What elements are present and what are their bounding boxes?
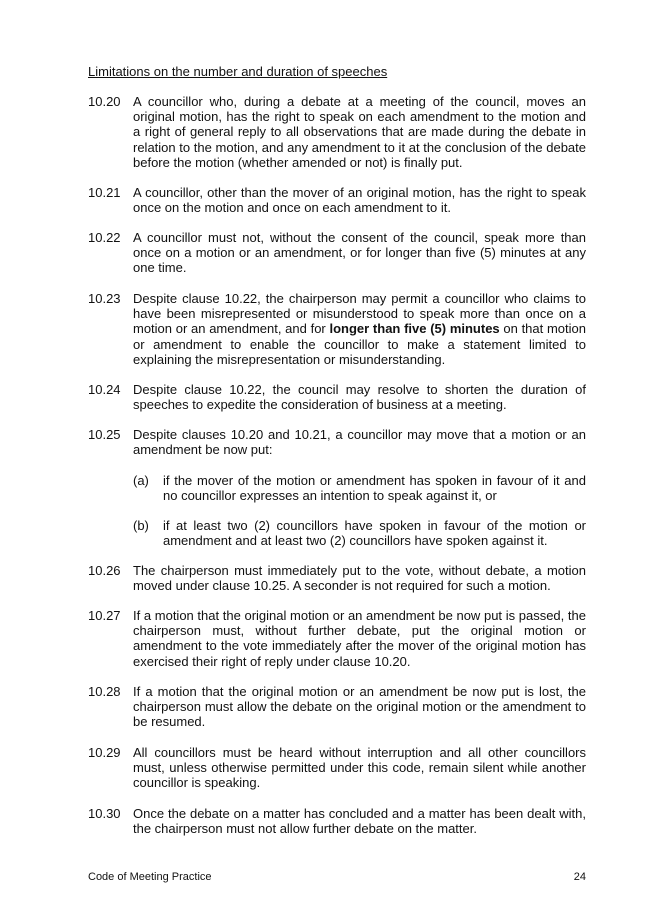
clause-text: If a motion that the original motion or an amendment be now put is passed, the chairperson must, without further debate, put the original motion or amendment to the vote immediately after the mover of the original motion has exercised their right of reply under clause 10.20.: [133, 608, 586, 669]
clause-text: Once the debate on a matter has concluded and a matter has been dealt with, the chairperson must not allow further debate on the matter.: [133, 806, 586, 837]
clause-number: 10.25: [88, 427, 121, 442]
clause-text: A councillor, other than the mover of an original motion, has the right to speak once on the motion and once on each amendment to it.: [133, 185, 586, 216]
clause-text: Despite clauses 10.20 and 10.21, a councillor may move that a motion or an amendment be now put:: [133, 427, 586, 458]
clause-10-29: [88, 745, 586, 791]
clause-number: 10.21: [88, 185, 121, 200]
clause-text: A councillor who, during a debate at a meeting of the council, moves an original motion, has the right to speak on each amendment to the motion and a right of general reply to all observations that are made during the debate in relation to the motion, and any amendment to it at the conclusion of the debate before the motion (whether amended or not) is finally put.: [133, 94, 586, 170]
clause-10-21: [88, 185, 586, 215]
clause-number: 10.23: [88, 291, 121, 306]
subclause-a: [133, 473, 586, 503]
clause-text-part: on that motion or amendment to enable the councillor to make a statement limited to explaining the misrepresentation or misunderstanding.: [133, 321, 586, 367]
subclause-text: if at least two (2) councillors have spoken in favour of the motion or amendment and at least two (2) councillors have spoken against it.: [163, 518, 586, 549]
clause-number: 10.28: [88, 684, 121, 699]
clause-10-28: [88, 684, 586, 730]
section-heading: Limitations on the number and duration of speeches: [88, 64, 388, 79]
clause-10-23: [88, 291, 586, 367]
subclause-text: if the mover of the motion or amendment has spoken in favour of it and no councillor expresses an intention to speak against it, or: [163, 473, 586, 504]
subclause-b: [133, 518, 586, 548]
footer-page-number: 24: [573, 871, 586, 883]
clause-10-20: [88, 94, 586, 170]
clause-number: 10.30: [88, 806, 121, 821]
clause-text: If a motion that the original motion or an amendment be now put is lost, the chairperson must allow the debate on the original motion or the amendment to be resumed.: [133, 684, 586, 730]
clause-text: All councillors must be heard without interruption and all other councillors must, unless otherwise permitted under this code, remain silent while another councillor is speaking.: [133, 745, 586, 791]
subclause-letter: (a): [133, 473, 149, 488]
clause-text-part: Despite clause 10.22, the chairperson may permit a councillor who claims to have been misrepresented or misunderstood to speak more than once on a motion or an amendment, and for: [133, 291, 586, 337]
clause-number: 10.29: [88, 745, 121, 760]
clause-text-bold: longer than five (5) minutes: [329, 321, 500, 337]
clause-number: 10.27: [88, 608, 121, 623]
clause-10-27: [88, 608, 586, 669]
clause-text: [133, 291, 586, 367]
clause-10-30: [88, 806, 586, 836]
clause-text: The chairperson must immediately put to the vote, without debate, a motion moved under clause 10.25. A seconder is not required for such a motion.: [133, 563, 586, 594]
clause-10-25: [88, 427, 586, 457]
footer-document-title: Code of Meeting Practice: [88, 871, 212, 883]
clause-10-22: [88, 230, 586, 276]
clause-text: Despite clause 10.22, the council may resolve to shorten the duration of speeches to expedite the consideration of business at a meeting.: [133, 382, 586, 413]
clause-number: 10.22: [88, 230, 121, 245]
clause-text: A councillor must not, without the consent of the council, speak more than once on a motion or an amendment, or for longer than five (5) minutes at any one time.: [133, 230, 586, 276]
clause-10-26: [88, 563, 586, 593]
clause-number: 10.20: [88, 94, 121, 109]
subclause-letter: (b): [133, 518, 149, 533]
clause-10-24: [88, 382, 586, 412]
clause-number: 10.24: [88, 382, 121, 397]
clause-number: 10.26: [88, 563, 121, 578]
